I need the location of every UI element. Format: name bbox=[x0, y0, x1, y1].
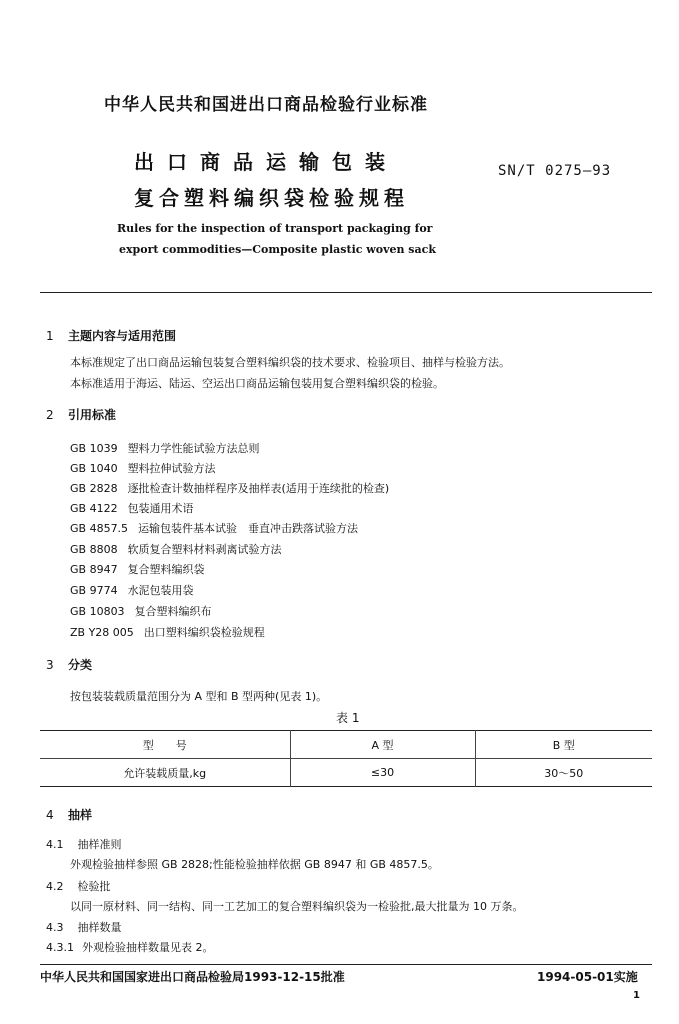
section-title: 主题内容与适用范围 bbox=[68, 329, 177, 343]
subsection-4-2-text: 以同一原材料、同一结构、同一工艺加工的复合塑料编织袋为一检验批,最大批量为 10 万条。 bbox=[70, 900, 524, 913]
table-header-cell: A 型 bbox=[290, 731, 475, 759]
subsection-title: 抽样准则 bbox=[77, 838, 122, 851]
reference-title: 软质复合塑料材料剥离试验方法 bbox=[127, 543, 282, 556]
section-3-heading bbox=[46, 656, 92, 673]
reference-code: GB 4857.5 bbox=[70, 522, 129, 535]
subsection-4-2-heading bbox=[46, 878, 111, 894]
reference-code: GB 8947 bbox=[70, 563, 118, 576]
table-cell: ≤30 bbox=[290, 759, 475, 787]
section-number: 4 bbox=[46, 808, 54, 822]
english-title-line2: export commodities—Composite plastic woven sack bbox=[119, 243, 436, 256]
subsection-text: 外观检验抽样数量见表 2。 bbox=[82, 941, 214, 954]
table-header-cell: 型 号 bbox=[142, 738, 187, 752]
document-title-line1: 出口商品运输包装 bbox=[134, 150, 398, 174]
section-number: 1 bbox=[46, 329, 54, 343]
page-number: 1 bbox=[633, 990, 640, 1001]
footer-divider bbox=[40, 964, 652, 965]
reference-title: 塑料拉伸试验方法 bbox=[127, 462, 216, 475]
section-1-paragraph: 本标准适用于海运、陆运、空运出口商品运输包装用复合塑料编织袋的检验。 bbox=[70, 377, 444, 390]
reference-code: GB 10803 bbox=[70, 605, 125, 618]
reference-item bbox=[70, 520, 358, 536]
section-title: 分类 bbox=[68, 658, 93, 672]
subsection-number: 4.1 bbox=[46, 838, 64, 851]
section-2-heading bbox=[46, 406, 116, 423]
reference-code: GB 1039 bbox=[70, 442, 118, 455]
english-title-line1: Rules for the inspection of transport packaging for bbox=[117, 222, 433, 235]
reference-title: 复合塑料编织布 bbox=[134, 605, 212, 618]
table-cell: 允许装载质量,kg bbox=[40, 759, 290, 787]
reference-title: 塑料力学性能试验方法总则 bbox=[127, 442, 260, 455]
reference-code: GB 8808 bbox=[70, 543, 118, 556]
subsection-number: 4.3 bbox=[46, 921, 64, 934]
reference-item bbox=[70, 460, 216, 476]
header-divider bbox=[40, 292, 652, 293]
reference-item bbox=[70, 480, 389, 496]
subsection-title: 检验批 bbox=[77, 880, 111, 893]
section-title: 抽样 bbox=[68, 808, 93, 822]
reference-item bbox=[70, 582, 194, 598]
subsection-4-3-heading bbox=[46, 919, 122, 935]
table-header-row bbox=[40, 731, 652, 759]
section-number: 3 bbox=[46, 658, 54, 672]
standard-number: SN/T 0275—93 bbox=[498, 163, 612, 179]
reference-item bbox=[70, 440, 260, 456]
subsection-number: 4.3.1 bbox=[46, 941, 74, 954]
reference-code: GB 1040 bbox=[70, 462, 118, 475]
subsection-4-1-text: 外观检验抽样参照 GB 2828;性能检验抽样依据 GB 8947 和 GB 4857.5。 bbox=[70, 858, 439, 871]
document-title-line2: 复合塑料编织袋检验规程 bbox=[134, 186, 409, 210]
reference-code: GB 2828 bbox=[70, 482, 118, 495]
reference-item bbox=[70, 500, 194, 516]
reference-code: GB 4122 bbox=[70, 502, 118, 515]
section-4-heading bbox=[46, 806, 92, 823]
reference-code: GB 9774 bbox=[70, 584, 118, 597]
reference-item bbox=[70, 624, 265, 640]
reference-title: 出口塑料编织袋检验规程 bbox=[143, 626, 265, 639]
subsection-number: 4.2 bbox=[46, 880, 64, 893]
implementation-date: 1994-05-01实施 bbox=[537, 970, 638, 984]
table-header-cell: B 型 bbox=[475, 731, 652, 759]
issue-statement: 中华人民共和国国家进出口商品检验局1993-12-15批准 bbox=[40, 970, 345, 984]
table-row bbox=[40, 759, 652, 787]
table-1 bbox=[40, 730, 652, 787]
table-cell: 30～50 bbox=[475, 759, 652, 787]
reference-title: 复合塑料编织袋 bbox=[127, 563, 205, 576]
reference-item bbox=[70, 561, 205, 577]
reference-item bbox=[70, 603, 212, 619]
subsection-4-1-heading bbox=[46, 836, 122, 852]
section-number: 2 bbox=[46, 408, 54, 422]
reference-title: 水泥包装用袋 bbox=[127, 584, 194, 597]
reference-item bbox=[70, 541, 282, 557]
subsection-4-3-1-text bbox=[46, 939, 214, 955]
reference-code: ZB Y28 005 bbox=[70, 626, 134, 639]
reference-title: 包装通用术语 bbox=[127, 502, 194, 515]
section-title: 引用标准 bbox=[68, 408, 117, 422]
section-3-paragraph: 按包装装载质量范围分为 A 型和 B 型两种(见表 1)。 bbox=[70, 690, 328, 703]
section-1-heading bbox=[46, 327, 176, 344]
section-1-paragraph: 本标准规定了出口商品运输包装复合塑料编织袋的技术要求、检验项目、抽样与检验方法。 bbox=[70, 356, 510, 369]
subsection-title: 抽样数量 bbox=[77, 921, 122, 934]
reference-title: 运输包装件基本试验 垂直冲击跌落试验方法 bbox=[138, 522, 359, 535]
reference-title: 逐批检查计数抽样程序及抽样表(适用于连续批的检查) bbox=[127, 482, 390, 495]
table-1-caption: 表 1 bbox=[336, 711, 360, 725]
industry-standard-title: 中华人民共和国进出口商品检验行业标准 bbox=[104, 95, 428, 115]
